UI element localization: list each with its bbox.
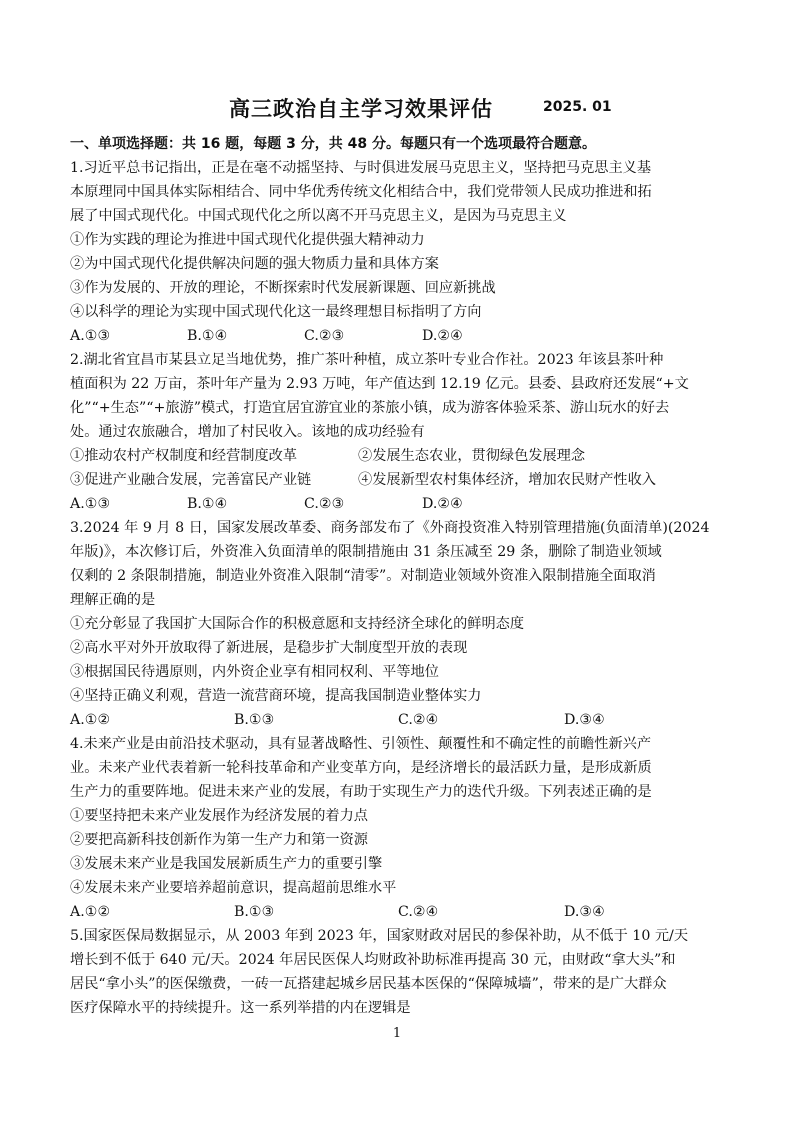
q5-stem-line: 医疗保障水平的持续提升。这一系列举措的内在逻辑是 — [70, 1000, 411, 1016]
q2-option-d: D.②④ — [422, 496, 463, 512]
q4-item: ②要把高新科技创新作为第一生产力和第一资源 — [70, 832, 368, 848]
q4-stem-line: 业。未来产业代表着新一轮科技革命和产业变革方向，是经济增长的最活跃力量，是形成新质 — [70, 760, 652, 776]
q4-options — [70, 900, 730, 924]
q4-item: ①要坚持把未来产业发展作为经济发展的着力点 — [70, 808, 368, 824]
q2-stem-line: 植面积为 22 万亩，茶叶年产量为 2.93 万吨，年产值达到 12.19 亿元。县委、县政府还发展“+文 — [70, 376, 689, 392]
q2-item: ④发展新型农村集体经济，增加农民财产性收入 — [358, 472, 656, 488]
q1-option-d: D.②④ — [422, 328, 463, 344]
q2-options — [70, 492, 730, 516]
q4-stem-line: 生产力的重要阵地。促进未来产业的发展，有助于实现生产力的迭代升级。下列表述正确的是 — [70, 784, 652, 800]
page-title: 高三政治自主学习效果评估 — [229, 97, 493, 121]
q1-stem-line: 本原理同中国具体实际相结合、同中华优秀传统文化相结合中，我们党带领人民成功推进和拓 — [70, 184, 652, 200]
q3-stem-line: 3.2024 年 9 月 8 日，国家发展改革委、商务部发布了《外商投资准入特别管理措施(负面清单)(2024 — [70, 520, 710, 536]
header — [0, 93, 794, 123]
q2-items-row — [70, 444, 730, 468]
q1-item: ②为中国式现代化提供解决问题的强大物质力量和具体方案 — [70, 256, 439, 272]
q3-option-a: A.①② — [70, 712, 111, 728]
q3-item: ①充分彰显了我国扩大国际合作的积极意愿和支持经济全球化的鲜明态度 — [70, 616, 525, 632]
q2-stem-line: 化”“+生态”“+旅游”模式，打造宜居宜游宜业的茶旅小镇，成为游客体验采茶、游山玩水的好去 — [70, 400, 670, 416]
q1-item: ①作为实践的理论为推进中国式现代化提供强大精神动力 — [70, 232, 425, 248]
q1-stem-line: 展了中国式现代化。中国式现代化之所以离不开马克思主义，是因为马克思主义 — [70, 208, 567, 224]
q1-option-a: A.①③ — [70, 328, 111, 344]
q1-item: ③作为发展的、开放的理论，不断探索时代发展新课题、回应新挑战 — [70, 280, 496, 296]
q1-item: ④以科学的理论为实现中国式现代化这一最终理想目标指明了方向 — [70, 304, 482, 320]
q3-item: ②高水平对外开放取得了新进展，是稳步扩大制度型开放的表现 — [70, 640, 468, 656]
q5-stem-line: 增长到不低于 640 元/天。2024 年居民医保人均财政补助标准再提高 30 元，由财政“拿大头”和 — [70, 952, 676, 968]
q3-item: ③根据国民待遇原则，内外资企业享有相同权利、平等地位 — [70, 664, 439, 680]
q2-item: ②发展生态农业，贯彻绿色发展理念 — [358, 448, 586, 464]
q3-stem-line: 仅剩的 2 条限制措施，制造业外资准入限制“清零”。对制造业领域外资准入限制措施全面取消 — [70, 568, 656, 584]
q2-stem-line: 2.湖北省宜昌市某县立足当地优势，推广茶叶种植，成立茶叶专业合作社。2023 年该县茶叶种 — [70, 352, 664, 368]
exam-date: 2025. 01 — [543, 99, 612, 115]
q3-stem-line: 理解正确的是 — [70, 592, 156, 608]
q2-stem-line: 处。通过农旅融合，增加了村民收入。该地的成功经验有 — [70, 424, 425, 440]
question-body — [70, 132, 730, 1020]
q3-options — [70, 708, 730, 732]
q3-stem-line: 年版)》，本次修订后，外资准入负面清单的限制措施由 31 条压减至 29 条，删除了制造业领域 — [70, 544, 662, 560]
q2-item: ①推动农村产权制度和经营制度改革 — [70, 448, 298, 464]
q3-option-d: D.③④ — [564, 712, 605, 728]
q2-option-a: A.①③ — [70, 496, 111, 512]
q4-option-c: C.②④ — [398, 904, 439, 920]
q1-options — [70, 324, 730, 348]
q4-option-d: D.③④ — [564, 904, 605, 920]
q4-item: ③发展未来产业是我国发展新质生产力的重要引擎 — [70, 856, 383, 872]
q2-option-c: C.②③ — [304, 496, 345, 512]
q4-item: ④发展未来产业要培养超前意识，提高超前思维水平 — [70, 880, 397, 896]
q2-items-row — [70, 468, 730, 492]
q1-stem-line: 1.习近平总书记指出，正是在毫不动摇坚持、与时俱进发展马克思主义，坚持把马克思主义基 — [70, 160, 652, 176]
q4-option-b: B.①③ — [234, 904, 275, 920]
q3-option-b: B.①③ — [234, 712, 275, 728]
section-heading: 一、单项选择题：共 16 题，每题 3 分，共 48 分。每题只有一个选项最符合题意。 — [70, 136, 596, 152]
q3-option-c: C.②④ — [398, 712, 439, 728]
q2-option-b: B.①④ — [187, 496, 228, 512]
page-number: 1 — [392, 1026, 402, 1041]
q1-option-b: B.①④ — [187, 328, 228, 344]
q5-stem-line: 居民“拿小头”的医保缴费，一砖一瓦搭建起城乡居民基本医保的“保障城墙”，带来的是广大群众 — [70, 976, 667, 992]
q3-item: ④坚持正确义利观，营造一流营商环境，提高我国制造业整体实力 — [70, 688, 482, 704]
q4-option-a: A.①② — [70, 904, 111, 920]
q1-option-c: C.②③ — [304, 328, 345, 344]
q2-item: ③促进产业融合发展，完善富民产业链 — [70, 472, 312, 488]
q4-stem-line: 4.未来产业是由前沿技术驱动，具有显著战略性、引领性、颠覆性和不确定性的前瞻性新兴产 — [70, 736, 652, 752]
q5-stem-line: 5.国家医保局数据显示，从 2003 年到 2023 年，国家财政对居民的参保补助，从不低于 10 元/天 — [70, 928, 689, 944]
